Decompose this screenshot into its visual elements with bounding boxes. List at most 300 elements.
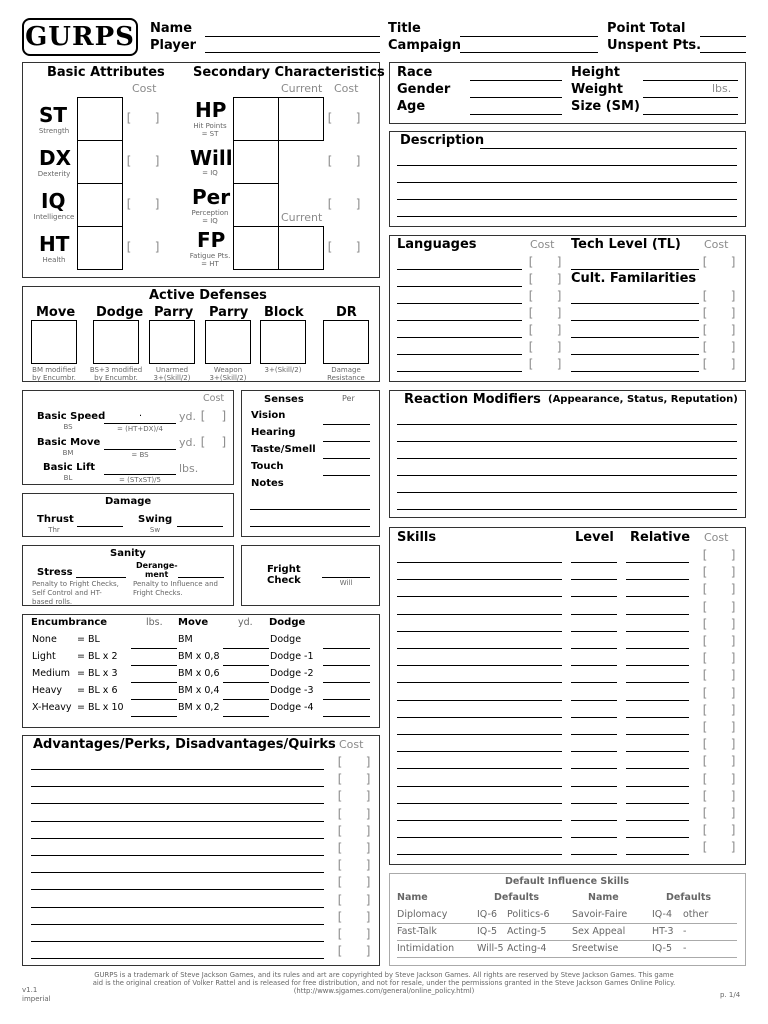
description-line[interactable]	[397, 199, 737, 200]
encumbrance-move-field[interactable]	[223, 682, 269, 683]
language-name-line[interactable]	[397, 286, 522, 287]
cult-familiarities-label: Cult. Familarities	[571, 271, 697, 286]
skill-relative-line[interactable]	[626, 682, 689, 683]
basic-lift-unit: lbs.	[179, 462, 199, 475]
encumbrance-dodge-field[interactable]	[323, 682, 370, 683]
advantage-line[interactable]	[31, 855, 324, 856]
skill-level-line[interactable]	[571, 631, 617, 632]
skill-level-line[interactable]	[571, 665, 617, 666]
sense-label: Hearing	[251, 427, 296, 438]
defense-sub2: by Encumbr.	[32, 374, 76, 382]
encumbrance-bl-multiplier: = BL x 3	[77, 668, 118, 679]
defense-value-box[interactable]	[31, 320, 77, 364]
languages-box	[389, 235, 746, 382]
basic-move-cost[interactable]: [ ]	[199, 435, 228, 449]
skill-cost-bracket[interactable]: [ ]	[701, 788, 738, 803]
sec-value-box[interactable]	[233, 226, 279, 270]
tech-level-label: Tech Level (TL)	[571, 237, 681, 252]
skill-level-line[interactable]	[571, 837, 617, 838]
defense-value-box[interactable]	[260, 320, 306, 364]
defense-label: Dodge	[96, 305, 144, 320]
sec-cost-bracket[interactable]: [ ]	[326, 197, 363, 211]
influence-cell: Sreetwise	[572, 943, 619, 954]
attr-name: Intelligence	[33, 213, 75, 221]
fright-label-1: Fright	[267, 564, 301, 575]
sense-value-field[interactable]	[323, 441, 370, 442]
encumbrance-dodge-field[interactable]	[323, 665, 370, 666]
skill-relative-line[interactable]	[626, 786, 689, 787]
skill-name-line[interactable]	[397, 614, 562, 615]
skill-relative-line[interactable]	[626, 631, 689, 632]
advantage-line[interactable]	[31, 924, 324, 925]
sec-cost-bracket[interactable]: [ ]	[326, 154, 363, 168]
tech-culture-line[interactable]	[571, 337, 699, 338]
skill-cost-bracket[interactable]: [ ]	[701, 651, 738, 666]
senses-title: Senses	[264, 394, 304, 405]
skill-cost-bracket[interactable]: [ ]	[701, 565, 738, 580]
defense-label: Move	[36, 305, 76, 320]
basic-lift-abbr: BL	[63, 474, 73, 482]
skill-relative-line[interactable]	[626, 614, 689, 615]
skill-cost-bracket[interactable]: [ ]	[701, 634, 738, 648]
advantage-cost-bracket[interactable]: [ ]	[336, 892, 373, 907]
skills-level-header: Level	[575, 530, 614, 545]
advantage-cost-bracket[interactable]: [ ]	[336, 875, 373, 890]
description-line[interactable]	[397, 182, 737, 183]
tech-culture-line[interactable]	[571, 371, 699, 372]
encumbrance-yd-header: yd.	[238, 617, 253, 628]
language-name-line[interactable]	[397, 303, 522, 304]
sec-current-header-2: Current	[281, 211, 323, 224]
skill-level-line[interactable]	[571, 700, 617, 701]
language-cost-bracket[interactable]: [ ]	[527, 340, 564, 354]
advantages-title: Advantages/Perks, Disadvantages/Quirks	[33, 737, 336, 752]
language-name-line[interactable]	[397, 354, 522, 355]
skill-relative-line[interactable]	[626, 854, 689, 855]
skill-name-line[interactable]	[397, 768, 562, 769]
reaction-line[interactable]	[397, 458, 737, 459]
defense-value-box[interactable]	[205, 320, 251, 364]
skill-level-line[interactable]	[571, 751, 617, 752]
influence-cell: Fast-Talk	[397, 926, 437, 937]
attr-value-box[interactable]	[77, 226, 123, 270]
advantage-line[interactable]	[31, 803, 324, 804]
fright-box	[241, 545, 380, 606]
skill-relative-line[interactable]	[626, 837, 689, 838]
skill-level-line[interactable]	[571, 768, 617, 769]
encumbrance-level-name: Heavy	[32, 685, 63, 696]
advantage-cost-bracket[interactable]: [ ]	[336, 841, 373, 855]
active-defenses-title: Active Defenses	[149, 288, 267, 303]
encumbrance-move-field[interactable]	[223, 716, 269, 717]
skill-relative-line[interactable]	[626, 665, 689, 666]
skill-level-line[interactable]	[571, 854, 617, 855]
attr-value-box[interactable]	[77, 97, 123, 141]
language-cost-bracket[interactable]: [ ]	[527, 306, 564, 320]
language-cost-bracket[interactable]: [ ]	[527, 289, 564, 303]
defense-sub1: BM modified	[32, 366, 76, 374]
basic-move-field[interactable]	[104, 449, 176, 450]
reaction-subtitle: (Appearance, Status, Reputation)	[548, 394, 738, 405]
attr-cost-header: Cost	[132, 82, 157, 95]
tech-culture-line[interactable]	[571, 320, 699, 321]
fright-label-2: Check	[267, 575, 301, 586]
skill-name-line[interactable]	[397, 837, 562, 838]
basic-speed-abbr: BS	[63, 423, 73, 431]
skill-relative-line[interactable]	[626, 820, 689, 821]
language-cost-bracket[interactable]: [ ]	[527, 357, 564, 371]
attr-cost-bracket[interactable]: [ ]	[125, 154, 162, 168]
advantage-line[interactable]	[31, 838, 324, 839]
description-line[interactable]	[397, 216, 737, 217]
thrust-abbr: Thr	[48, 526, 60, 534]
defense-sub2: by Encumbr.	[94, 374, 138, 382]
skill-name-line[interactable]	[397, 854, 562, 855]
size-field[interactable]	[643, 114, 738, 115]
skill-name-line[interactable]	[397, 786, 562, 787]
skill-cost-bracket[interactable]: [ ]	[701, 840, 738, 855]
skill-name-line[interactable]	[397, 682, 562, 683]
influence-cell: Sex Appeal	[572, 926, 626, 937]
skill-level-line[interactable]	[571, 803, 617, 804]
advantage-line[interactable]	[31, 769, 324, 770]
basic-lift-formula: = (STxST)/5	[119, 476, 161, 484]
encumbrance-move-field[interactable]	[223, 699, 269, 700]
advantage-line[interactable]	[31, 821, 324, 822]
encumbrance-lbs-field[interactable]	[131, 665, 177, 666]
notes-line[interactable]	[250, 509, 370, 510]
advantage-line[interactable]	[31, 872, 324, 873]
advantage-line[interactable]	[31, 889, 324, 890]
influence-cell: Acting-4	[507, 943, 547, 954]
language-cost-bracket[interactable]: [ ]	[527, 323, 564, 337]
advantage-cost-bracket[interactable]: [ ]	[336, 789, 373, 804]
weight-field[interactable]	[643, 97, 738, 98]
advantage-line[interactable]	[31, 941, 324, 942]
skill-level-line[interactable]	[571, 579, 617, 580]
skill-cost-bracket[interactable]: [ ]	[701, 599, 738, 614]
skill-relative-line[interactable]	[626, 768, 689, 769]
influence-cell: HT-3	[652, 926, 674, 937]
encumbrance-dodge-label: Dodge -1	[270, 651, 314, 662]
tech-culture-cost-bracket[interactable]: [ ]	[701, 323, 738, 337]
attr-cost-bracket[interactable]: [ ]	[125, 197, 162, 211]
skill-relative-line[interactable]	[626, 562, 689, 563]
tech-culture-line[interactable]	[571, 354, 699, 355]
defense-value-box[interactable]	[323, 320, 369, 364]
influence-defaults-header-1: Defaults	[494, 892, 540, 903]
defense-value-box[interactable]	[93, 320, 139, 364]
skill-level-line[interactable]	[571, 614, 617, 615]
sec-current-box[interactable]	[278, 97, 324, 141]
skill-name-line[interactable]	[397, 665, 562, 666]
reaction-line[interactable]	[397, 509, 737, 510]
advantage-cost-bracket[interactable]: [ ]	[336, 772, 373, 787]
basic-lift-field[interactable]	[104, 474, 176, 475]
skill-relative-line[interactable]	[626, 700, 689, 701]
skill-cost-bracket[interactable]: [ ]	[701, 616, 738, 631]
derangement-field[interactable]	[178, 577, 224, 578]
skill-relative-line[interactable]	[626, 648, 689, 649]
secondary-title: Secondary Characteristics	[193, 65, 385, 80]
encumbrance-dodge-header: Dodge	[269, 617, 306, 628]
defense-sub1: Damage	[331, 366, 361, 374]
encumbrance-dodge-field[interactable]	[323, 699, 370, 700]
swing-field[interactable]	[177, 526, 223, 527]
sec-cost-header: Cost	[334, 82, 359, 95]
skill-name-line[interactable]	[397, 596, 562, 597]
advantage-cost-bracket[interactable]: [ ]	[336, 909, 373, 924]
skill-name-line[interactable]	[397, 631, 562, 632]
advantage-line[interactable]	[31, 786, 324, 787]
defense-label: Block	[264, 305, 304, 320]
skill-name-line[interactable]	[397, 648, 562, 649]
player-label: Player	[150, 38, 197, 53]
skill-level-line[interactable]	[571, 648, 617, 649]
basic-lift-label: Basic Lift	[43, 462, 96, 473]
height-label: Height	[571, 65, 620, 80]
sense-value-field[interactable]	[323, 475, 370, 476]
skill-relative-line[interactable]	[626, 803, 689, 804]
attr-name: Strength	[38, 127, 70, 135]
encumbrance-move-field[interactable]	[223, 648, 269, 649]
skill-cost-bracket[interactable]: [ ]	[701, 582, 738, 597]
encumbrance-title: Encumbrance	[31, 617, 108, 628]
attr-cost-bracket[interactable]: [ ]	[125, 111, 162, 125]
skill-cost-bracket[interactable]: [ ]	[701, 737, 738, 752]
advantage-cost-bracket[interactable]: [ ]	[336, 858, 373, 873]
description-line[interactable]	[480, 148, 737, 149]
advantage-cost-bracket[interactable]: [ ]	[336, 944, 373, 959]
language-cost-bracket[interactable]: [ ]	[527, 255, 564, 269]
encumbrance-dodge-label: Dodge -3	[270, 685, 314, 696]
skill-cost-bracket[interactable]: [ ]	[701, 720, 738, 734]
advantage-cost-bracket[interactable]: [ ]	[336, 927, 373, 941]
skill-relative-line[interactable]	[626, 596, 689, 597]
footer-version: v1.1	[22, 986, 38, 994]
basic-move-formula: = BS	[131, 451, 149, 459]
stress-note-1: Penalty to Fright Checks,	[32, 580, 119, 588]
description-line[interactable]	[397, 165, 737, 166]
title-field[interactable]	[460, 36, 598, 37]
skill-relative-line[interactable]	[626, 734, 689, 735]
notes-line[interactable]	[250, 526, 370, 527]
skill-name-line[interactable]	[397, 820, 562, 821]
defense-sub1: BS+3 modified	[89, 366, 143, 374]
attr-cost-bracket[interactable]: [ ]	[125, 240, 162, 254]
advantage-cost-bracket[interactable]: [ ]	[336, 755, 373, 769]
skill-cost-bracket[interactable]: [ ]	[701, 685, 738, 700]
defense-sub2: 3+(Skill/2)	[209, 374, 247, 382]
swing-abbr: Sw	[149, 526, 161, 534]
sec-value-box[interactable]	[233, 140, 279, 184]
reaction-line[interactable]	[397, 475, 737, 476]
derangement-label-2: ment	[145, 570, 169, 579]
tech-culture-cost-bracket[interactable]: [ ]	[701, 357, 738, 371]
gender-field[interactable]	[470, 97, 562, 98]
skill-cost-bracket[interactable]: [ ]	[701, 806, 738, 820]
skill-name-line[interactable]	[397, 700, 562, 701]
sec-current-box[interactable]	[278, 226, 324, 270]
skill-name-line[interactable]	[397, 751, 562, 752]
basic-move-abbr: BM	[62, 449, 74, 457]
tech-culture-line[interactable]	[571, 303, 699, 304]
skill-name-line[interactable]	[397, 579, 562, 580]
reaction-line[interactable]	[397, 441, 737, 442]
skill-cost-bracket[interactable]: [ ]	[701, 548, 738, 562]
encumbrance-dodge-label: Dodge -4	[270, 702, 314, 713]
encumbrance-level-name: None	[32, 634, 57, 645]
skill-cost-bracket[interactable]: [ ]	[701, 754, 738, 769]
defense-sub1: 3+(Skill/2)	[264, 366, 302, 374]
skill-level-line[interactable]	[571, 562, 617, 563]
influence-cell: Acting-5	[507, 926, 547, 937]
encumbrance-move-field[interactable]	[223, 665, 269, 666]
basic-speed-label: Basic Speed	[37, 411, 106, 422]
sec-cost-bracket[interactable]: [ ]	[326, 240, 363, 254]
influence-cell: Diplomacy	[397, 909, 448, 920]
encumbrance-bl-multiplier: = BL x 10	[77, 702, 124, 713]
basic-move-unit: yd.	[179, 436, 196, 449]
advantages-cost-header: Cost	[339, 738, 364, 751]
sec-sub2: = HT	[201, 260, 219, 268]
influence-cell: IQ-6	[477, 909, 498, 920]
influence-cell: Intimidation	[397, 943, 455, 954]
skill-relative-line[interactable]	[626, 717, 689, 718]
damage-title: Damage	[105, 496, 152, 507]
sense-value-field[interactable]	[323, 458, 370, 459]
advantage-line[interactable]	[31, 958, 324, 959]
basic-attributes-title: Basic Attributes	[47, 65, 165, 80]
encumbrance-dodge-field[interactable]	[323, 716, 370, 717]
tech-culture-line[interactable]	[571, 269, 699, 270]
skill-level-line[interactable]	[571, 717, 617, 718]
basic-speed-field[interactable]	[104, 423, 176, 424]
skill-name-line[interactable]	[397, 562, 562, 563]
age-field[interactable]	[470, 114, 562, 115]
stress-field[interactable]	[76, 577, 126, 578]
tech-culture-cost-bracket[interactable]: [ ]	[701, 340, 738, 354]
tech-culture-cost-bracket[interactable]: [ ]	[701, 255, 738, 269]
age-label: Age	[397, 99, 426, 114]
sec-cost-bracket[interactable]: [ ]	[326, 111, 363, 125]
encumbrance-dodge-label: Dodge -2	[270, 668, 314, 679]
skills-cost-header: Cost	[704, 531, 729, 544]
tech-culture-cost-bracket[interactable]: [ ]	[701, 306, 738, 320]
attr-value-box[interactable]	[77, 140, 123, 184]
thrust-field[interactable]	[77, 526, 123, 527]
advantage-cost-bracket[interactable]: [ ]	[336, 823, 373, 838]
gender-label: Gender	[397, 82, 451, 97]
language-name-line[interactable]	[397, 371, 522, 372]
campaign-field[interactable]	[460, 52, 598, 53]
skill-name-line[interactable]	[397, 803, 562, 804]
skill-name-line[interactable]	[397, 717, 562, 718]
defense-sub1: Weapon	[213, 366, 243, 374]
footer-line: GURPS is a trademark of Steve Jackson Games, and its rules and art are copyrighted by Steve Jackson Games. All rights are reserved by Steve Jackson Games. This game	[94, 971, 674, 979]
skill-level-line[interactable]	[571, 786, 617, 787]
basic-speed-cost[interactable]: [ ]	[199, 409, 228, 423]
encumbrance-level-name: X-Heavy	[32, 702, 72, 713]
language-name-line[interactable]	[397, 269, 522, 270]
sec-abbr: Will	[190, 146, 233, 170]
encumbrance-lbs-field[interactable]	[131, 682, 177, 683]
tech-culture-cost-bracket[interactable]: [ ]	[701, 289, 738, 303]
footer-line: (http://www.sjgames.com/general/online_policy.html)	[293, 987, 475, 995]
player-field[interactable]	[205, 52, 380, 53]
attr-value-box[interactable]	[77, 183, 123, 227]
weight-label: Weight	[571, 82, 623, 97]
name-field[interactable]	[205, 36, 380, 37]
encumbrance-bm-multiplier: BM x 0,6	[178, 668, 220, 679]
description-title: Description	[400, 133, 485, 148]
defense-sub1: Unarmed	[155, 366, 189, 374]
attr-abbr: HT	[39, 232, 70, 256]
encumbrance-lbs-field[interactable]	[131, 648, 177, 649]
gurps-logo	[22, 18, 138, 56]
skill-cost-bracket[interactable]: [ ]	[701, 823, 738, 838]
reaction-line[interactable]	[397, 424, 737, 425]
weight-unit: lbs.	[712, 82, 732, 95]
encumbrance-dodge-field[interactable]	[323, 648, 370, 649]
sec-sub1: = IQ	[202, 169, 218, 177]
skill-level-line[interactable]	[571, 682, 617, 683]
stress-note-3: based rolls.	[32, 598, 73, 606]
influence-cell: -	[683, 926, 687, 937]
encumbrance-lbs-field[interactable]	[131, 699, 177, 700]
fright-check-field[interactable]	[322, 577, 370, 578]
language-name-line[interactable]	[397, 320, 522, 321]
defense-label: Parry	[154, 305, 194, 320]
skill-relative-line[interactable]	[626, 579, 689, 580]
skill-level-line[interactable]	[571, 820, 617, 821]
defense-sub2: Resistance	[327, 374, 365, 382]
skill-level-line[interactable]	[571, 596, 617, 597]
sense-value-field[interactable]	[323, 424, 370, 425]
derangement-note-1: Penalty to Influence and	[133, 580, 218, 588]
encumbrance-lbs-header: lbs.	[146, 617, 163, 628]
defense-value-box[interactable]	[149, 320, 195, 364]
basic-speed-dot: .	[139, 408, 143, 419]
language-name-line[interactable]	[397, 337, 522, 338]
height-field[interactable]	[643, 80, 738, 81]
skill-cost-bracket[interactable]: [ ]	[701, 668, 738, 683]
unspent-field[interactable]	[700, 52, 746, 53]
sec-abbr: HP	[195, 98, 227, 122]
race-field[interactable]	[470, 80, 562, 81]
advantage-line[interactable]	[31, 907, 324, 908]
sense-label: Notes	[251, 478, 284, 489]
advantage-cost-bracket[interactable]: [ ]	[336, 806, 373, 821]
attr-name: Dexterity	[37, 170, 71, 178]
sec-value-box[interactable]	[233, 183, 279, 227]
language-cost-bracket[interactable]: [ ]	[527, 272, 564, 286]
sec-value-box[interactable]	[233, 97, 279, 141]
skill-cost-bracket[interactable]: [ ]	[701, 771, 738, 786]
reaction-line[interactable]	[397, 492, 737, 493]
footer-line: aid is the original creation of Volker Rattel and is released for free distribution, and not for resale, under the permissions granted in the Steve Jackson Games Online Policy.	[92, 979, 676, 987]
skill-cost-bracket[interactable]: [ ]	[701, 702, 738, 717]
defense-label: DR	[336, 305, 357, 320]
encumbrance-lbs-field[interactable]	[131, 716, 177, 717]
point-total-field[interactable]	[700, 36, 746, 37]
skill-relative-line[interactable]	[626, 751, 689, 752]
skill-level-line[interactable]	[571, 734, 617, 735]
skill-name-line[interactable]	[397, 734, 562, 735]
sense-label: Vision	[251, 410, 286, 421]
unspent-label: Unspent Pts.	[607, 38, 702, 53]
influence-cell: IQ-4	[652, 909, 673, 920]
